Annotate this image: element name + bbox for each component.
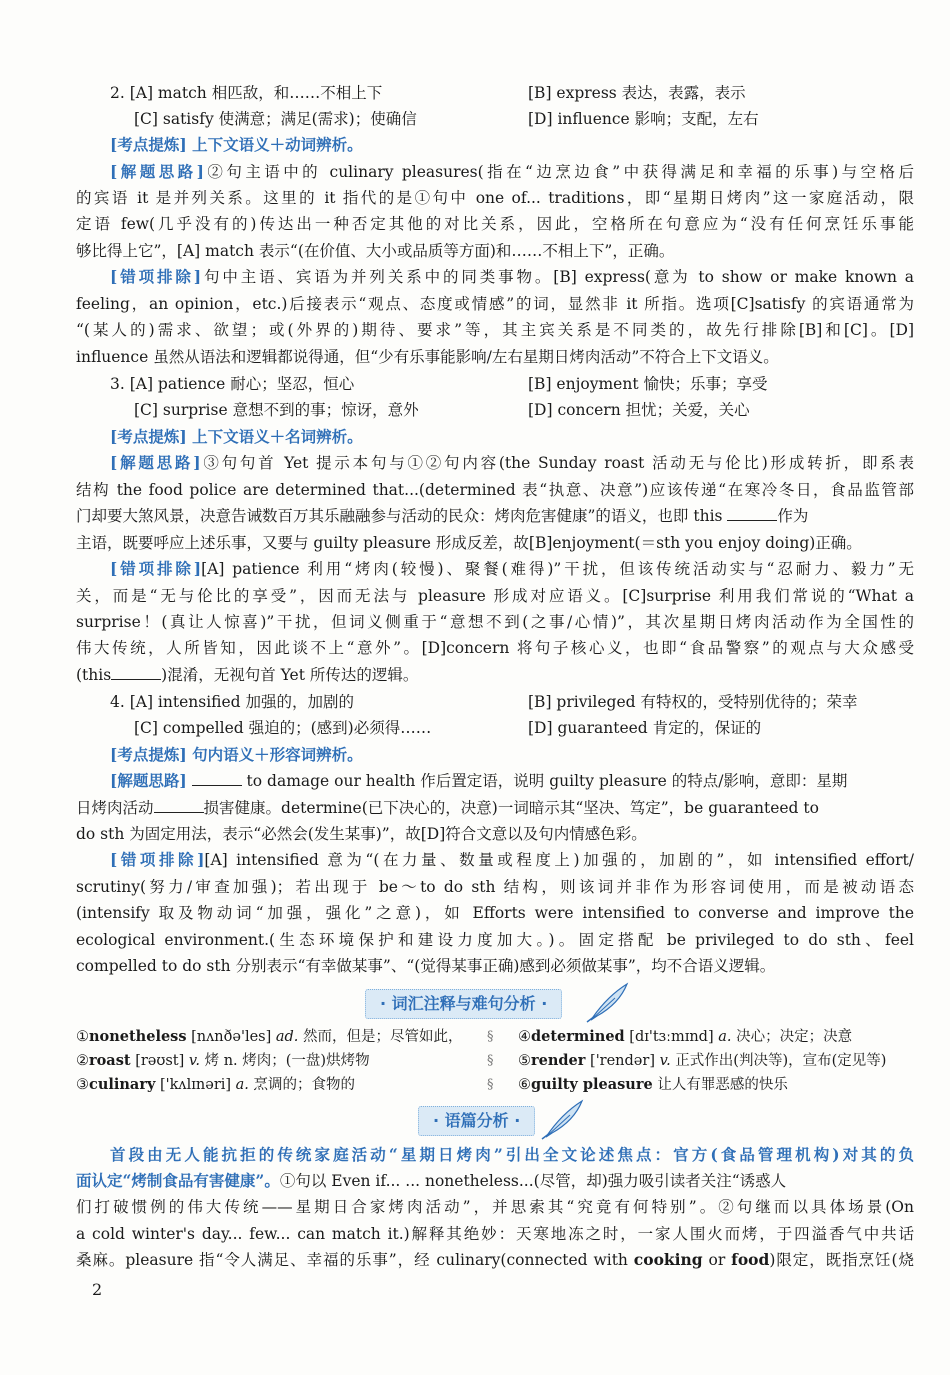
q4-cuoxiang-line: compelled to do sth 分别表示“有幸做某事”、“(觉得某事正确)感到必须做某事”，均不合语义逻辑。	[76, 957, 776, 975]
analysis-line	[76, 1247, 914, 1273]
q3-jieti-line: 主语，既要呼应上述乐事，又要与 guilty pleasure 形成反差，故[B]enjoyment(＝sth you enjoy doing)正确。	[76, 534, 862, 552]
q3-jieti-tag: [解题思路]	[110, 453, 201, 472]
q3-cuoxiang-line: 关，而是“无与伦比的享受”，因而无法与 pleasure 形成对应语义。[C]surprise 利用我们常说的“What a	[76, 587, 914, 605]
q3-blank	[727, 504, 777, 521]
analysis-line: 们打破惯例的伟大传统——星期日合家烤肉活动”，并思索其“究竟有何特别”。②句继而以具体场景(On	[76, 1198, 914, 1216]
q4-jieti-tag: [解题思路]	[110, 771, 187, 790]
q2-cuoxiang-line: “(某人的)需求、欲望；或(外界的)期待、要求”等，其主宾关系是不同类的，故先行排除[B]和[C]。[D]	[76, 321, 914, 339]
q4-option-d: [D] guaranteed 肯定的，保证的	[528, 719, 762, 737]
q4-cuoxiang-line	[110, 847, 914, 873]
q2-cuoxiang-line: influence 虽然从语法和逻辑都说得通，但“少有乐事能影响/左右星期日烤肉活动”不符合上下文语义。	[76, 348, 779, 366]
q2-kaodian: [考点提炼] 上下文语义＋动词辨析。	[110, 135, 363, 154]
q3-cuoxiang-line: 伟大传统，人所皆知，因此谈不上“意外”。[D]concern 将句子核心义，也即“食品警察”的观点与大众感受	[76, 639, 914, 657]
q2-option-b: [B] express 表达，表露，表示	[528, 84, 746, 102]
analysis-text: cooking	[633, 1250, 703, 1269]
q3-kaodian: [考点提炼] 上下文语义＋名词辨析。	[110, 427, 363, 446]
q3-jieti-line: 结构 the food police are determined that...(determined 表“执意、决意”)应该传递“在寒冷冬日，食品监管部	[76, 481, 914, 499]
q4-blank	[154, 796, 204, 813]
q3-cuoxiang-text: [A] patience 利用“烤肉(较慢)、聚餐(难得)”干扰，但该传统活动实与“忍耐力、毅力”无	[201, 560, 914, 578]
quill-icon	[585, 980, 631, 1024]
q3-jieti-text: ③句句首 Yet 提示本句与①②句内容(the Sunday roast 活动无与伦比)形成转折，即系表	[200, 454, 914, 472]
analysis-text: 桑麻。pleasure 指“令人满足、幸福的乐事”，经 culinary(connected with	[76, 1251, 628, 1269]
q2-jieti-line: 的宾语 it 是并列关系。这里的 it 指代的是①句中 one of... traditions，即“星期日烤肉”这一家庭活动，限	[76, 189, 914, 207]
column-divider: §	[487, 1053, 494, 1068]
q3-option-c: [C] surprise 意想不到的事；惊讶，意外	[134, 401, 419, 419]
q3-cuoxiang-line: surprise！(真让人惊喜)”干扰，但词义侧重于“意想不到(之事/心情)”，其次星期日烤肉活动作为全国性的	[76, 613, 914, 631]
column-divider: §	[487, 1029, 494, 1044]
q4-jieti-text: to damage our health 作后置定语，说明 guilty pleasure 的特点/影响，意即：星期	[246, 772, 848, 790]
analysis-text: food	[731, 1250, 770, 1269]
page-number: 2	[92, 1280, 103, 1299]
q4-jieti-text: 损害健康。determine(已下决心的，决意)一词暗示其“坚决、笃定”，be guaranteed to	[203, 799, 819, 817]
vocab-item: ②roast [rəʊst] v. 烤 n. 烤肉；(一盘)烘烤物	[76, 1052, 370, 1069]
vocab-item: ⑥guilty pleasure 让人有罪恶感的快乐	[518, 1076, 788, 1093]
q3-jieti-line	[76, 503, 914, 529]
quill-icon	[540, 1097, 586, 1141]
q4-blank	[192, 769, 242, 786]
analysis-line: a cold winter's day... few... can match it.)解释其绝妙：天寒地冻之时，一家人围火而烤，于四溢香气中共话	[76, 1225, 914, 1243]
q2-jieti-text: ②句主语中的 culinary pleasures(指在“边烹边食”中获得满足和幸福的乐事)与空格后	[203, 163, 914, 181]
column-divider: §	[487, 1077, 494, 1092]
q4-cuoxiang-line: scrutiny(努力/审查加强)；若出现于 be～to do sth 结构，则该词并非作为形容词使用，而是被动语态	[76, 878, 914, 896]
q3-option-a: 3. [A] patience 耐心；坚忍，恒心	[110, 375, 355, 393]
q3-jieti-text: 门却要大煞风景，决意告诫数百万其乐融融参与活动的民众：烤肉危害健康”的语义，也即 this	[76, 507, 723, 525]
analysis-text: )限定，既指烹饪(烧	[769, 1251, 914, 1269]
vocab-section-title: · 词汇注释与难句分析 ·	[365, 989, 562, 1019]
analysis-line	[76, 1168, 914, 1194]
q4-cuoxiang-line: ecological environment.(生态环境保护和建设力度加大。)。固定搭配 be privileged to do sth、feel	[76, 931, 914, 949]
q2-option-a: 2. [A] match 相匹敌，和……不相上下	[110, 84, 383, 102]
vocab-item: ⑤render ['rendər] v. 正式作出(判决等)，宣布(定见等)	[518, 1052, 887, 1069]
q4-jieti-text: 日烤肉活动	[76, 799, 154, 817]
q3-option-b: [B] enjoyment 愉快；乐事；享受	[528, 375, 768, 393]
q3-jieti-line	[110, 450, 914, 476]
vocab-item: ①nonetheless [nʌnðə'les] ad. 然而，但是；尽管如此，	[76, 1028, 463, 1045]
q4-jieti-line: do sth 为固定用法，表示“必然会(发生某事)”，故[D]符合文意以及句内情感色彩。	[76, 825, 647, 843]
q4-jieti-line	[76, 795, 914, 821]
analysis-text: 面认定“烤制食品有害健康”。	[76, 1171, 280, 1190]
q4-option-b: [B] privileged 有特权的，受特别优待的；荣幸	[528, 693, 858, 711]
q4-kaodian: [考点提炼] 句内语义＋形容词辨析。	[110, 745, 363, 764]
q2-jieti-tag: [解题思路]	[110, 162, 204, 181]
vocab-item: ③culinary ['kʌlɪnəri] a. 烹调的；食物的	[76, 1076, 356, 1093]
q3-jieti-text: 作为	[777, 507, 809, 525]
q4-cuoxiang-text: [A] intensified 意为“(在力量、数量或程度上)加强的，加剧的”，如 intensified effort/	[204, 851, 914, 869]
q2-jieti-line: 定语 few(几乎没有的)传达出一种否定其他的对比关系，因此，空格所在句意应为“没有任何烹饪乐事能	[76, 215, 914, 233]
q3-option-d: [D] concern 担忧；关爱，关心	[528, 401, 750, 419]
q4-cuoxiang-line: (intensify 取及物动词“加强，强化”之意)，如 Efforts were intensified to converse and improve the	[76, 904, 914, 922]
analysis-text: ①句以 Even if... ... nonetheless...(尽管，却)强力吸引读者关注“诱惑人	[279, 1172, 787, 1190]
analysis-line: 首段由无人能抗拒的传统家庭活动“星期日烤肉”引出全文论述焦点：官方(食品管理机构)对其的负	[110, 1145, 914, 1164]
vocab-item: ④determined [dɪ'tɜːmɪnd] a. 决心；决定；决意	[518, 1028, 853, 1045]
q2-option-c: [C] satisfy 使满意；满足(需求)；使确信	[134, 110, 417, 128]
q2-jieti-line: 够比得上它”，[A] match 表示“(在价值、大小或品质等方面)和……不相上下”，正确。	[76, 242, 675, 260]
q3-cuoxiang-line	[76, 662, 914, 688]
q2-cuoxiang-tag: [错项排除]	[110, 267, 202, 286]
analysis-text: or	[708, 1251, 726, 1269]
q2-jieti-line	[110, 159, 914, 185]
q4-jieti-line	[110, 768, 914, 794]
q2-cuoxiang-text: 句中主语、宾语为并列关系中的同类事物。[B] express(意为 to show or make known a	[201, 268, 914, 286]
q3-blank	[111, 663, 161, 680]
q2-option-d: [D] influence 影响；支配，左右	[528, 110, 759, 128]
q3-cuoxiang-tag: [错项排除]	[110, 559, 202, 578]
q4-cuoxiang-tag: [错项排除]	[110, 850, 205, 869]
q2-cuoxiang-line	[110, 264, 914, 290]
q4-option-c: [C] compelled 强迫的；(感到)必须得……	[134, 719, 432, 737]
q2-cuoxiang-line: feeling，an opinion，etc.)后接表示“观点、态度或情感”的词，显然非 it 所指。选项[C]satisfy 的宾语通常为	[76, 295, 914, 313]
q3-cuoxiang-text: )混淆，无视句首 Yet 所传达的逻辑。	[161, 666, 419, 684]
analysis-section-title: · 语篇分析 ·	[418, 1106, 535, 1136]
q4-option-a: 4. [A] intensified 加强的，加剧的	[110, 693, 355, 711]
q3-cuoxiang-line	[110, 556, 914, 582]
q3-cuoxiang-text: (this	[76, 666, 112, 684]
